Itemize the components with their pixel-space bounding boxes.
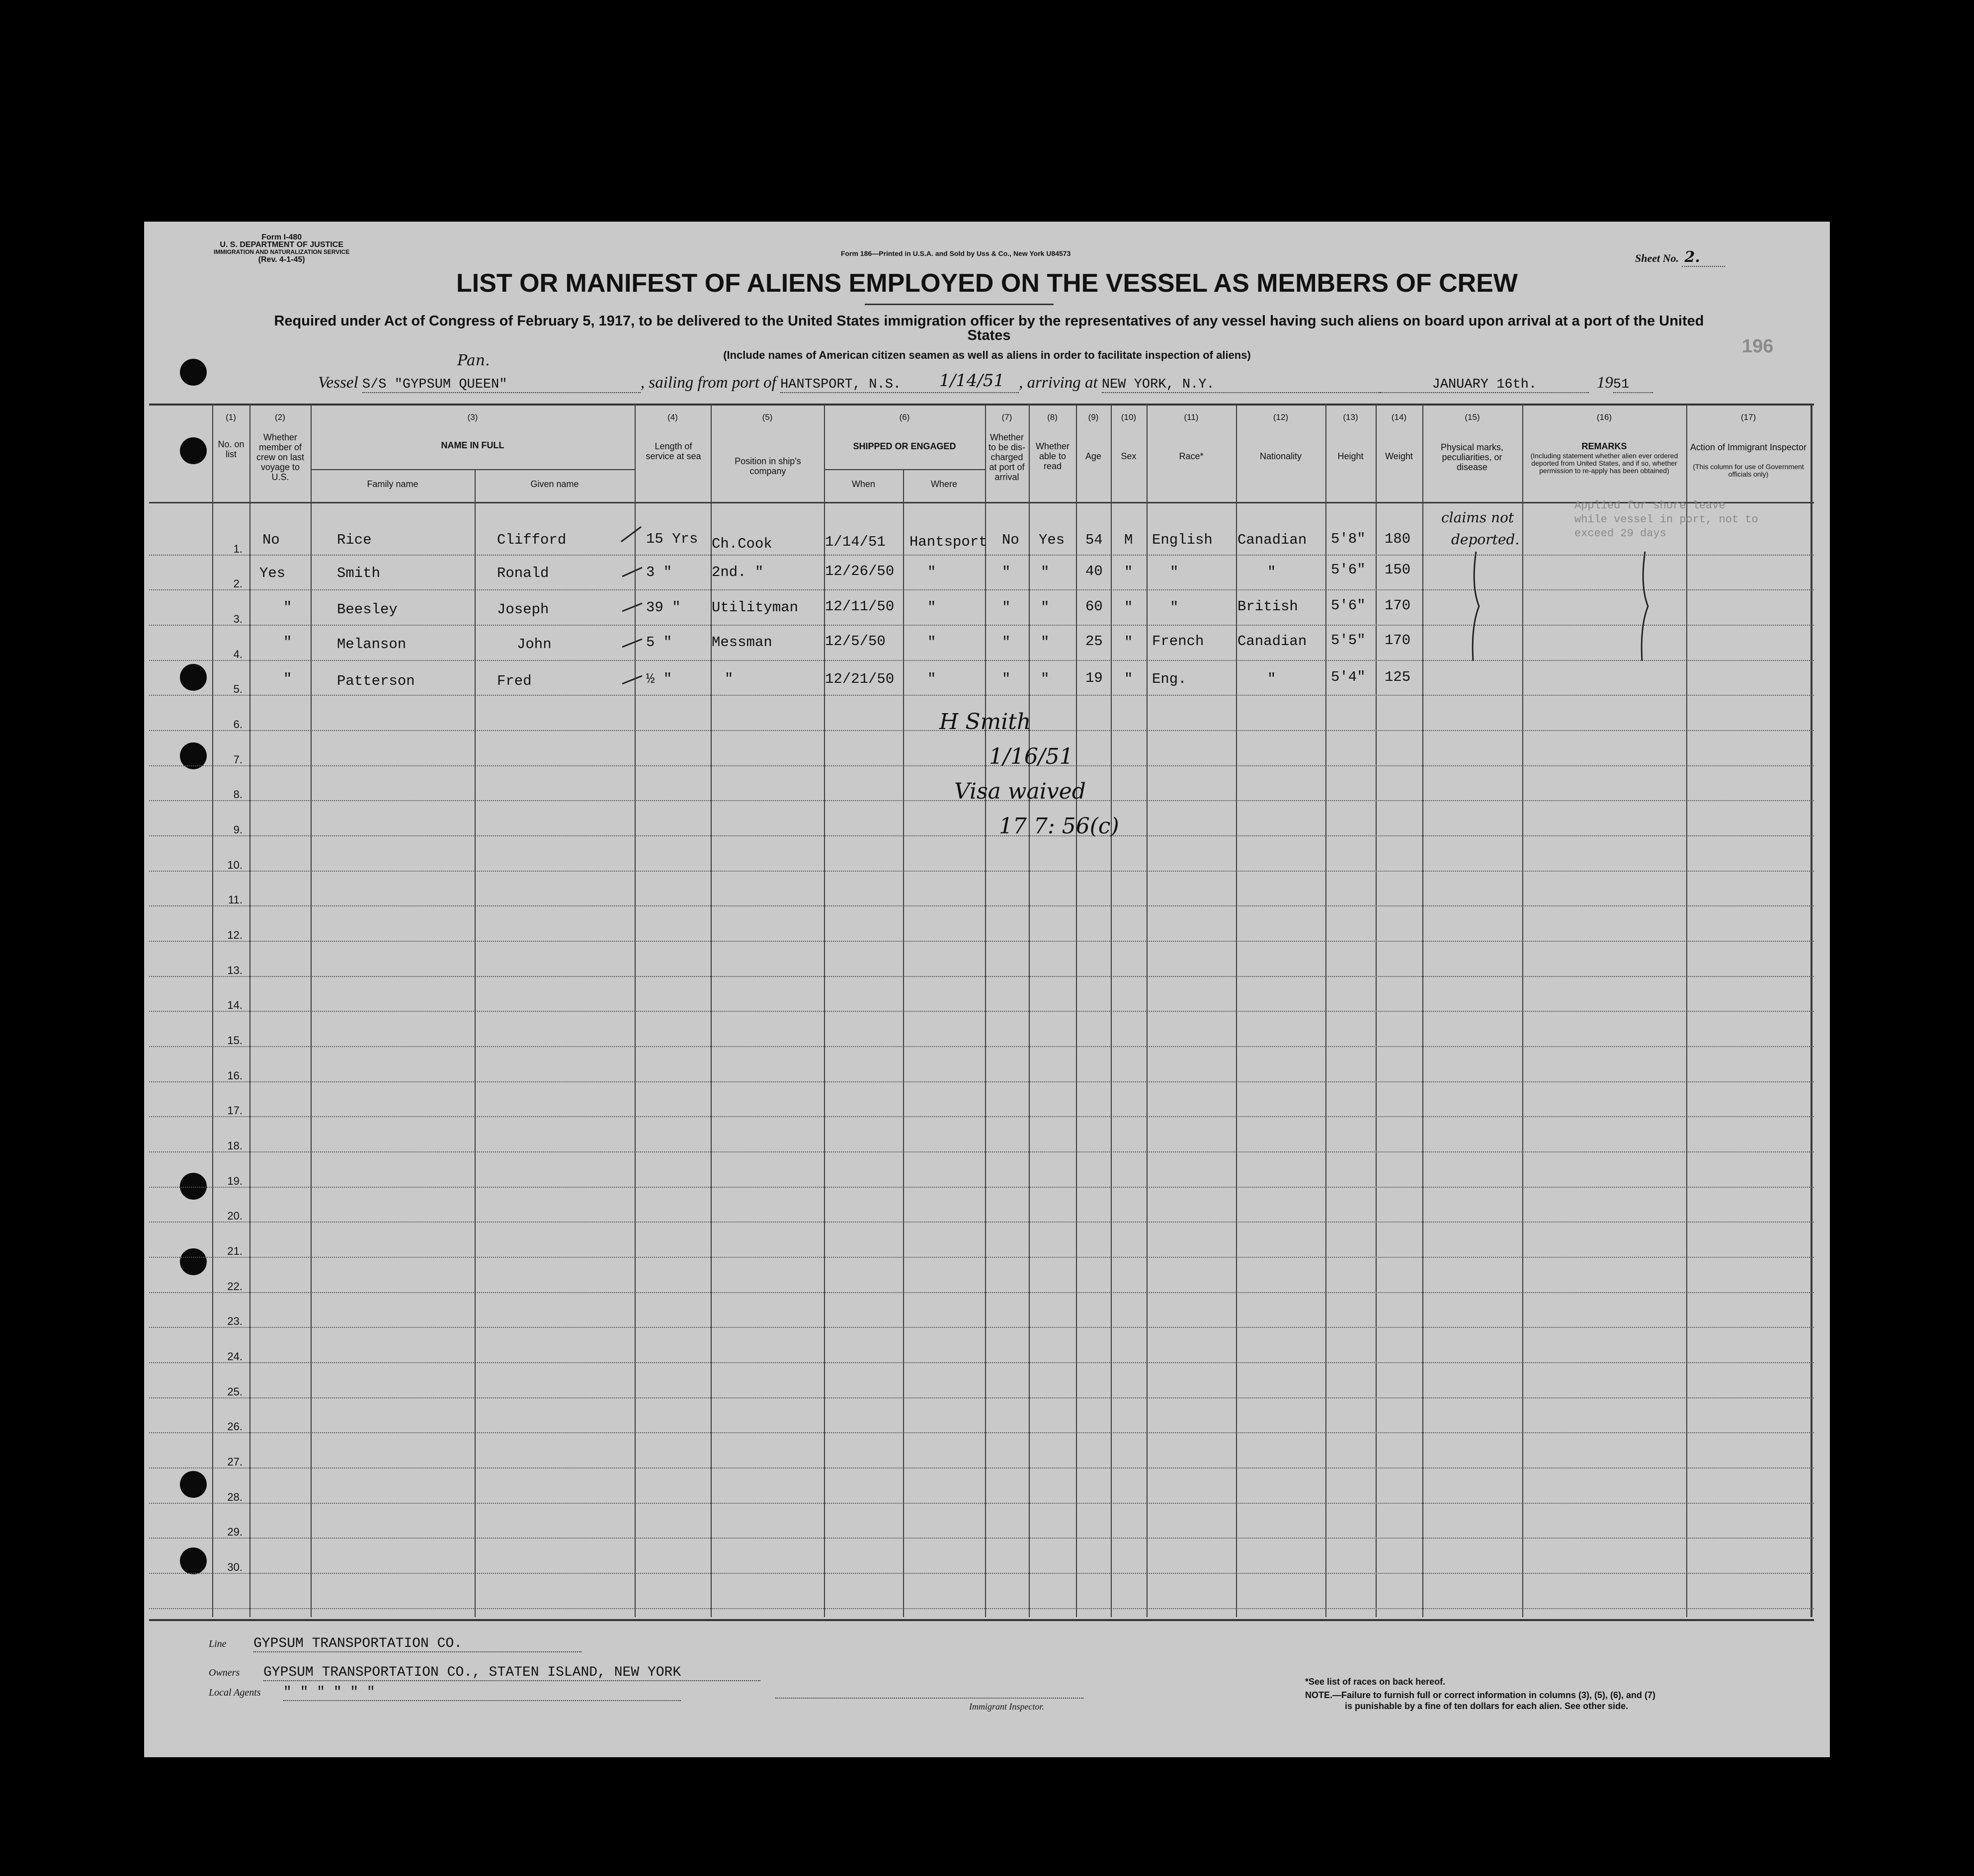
column-number: (14) [1391,412,1407,422]
remarks-line-2: while vessel in port, not to [1574,513,1758,526]
column-number: (1) [226,412,236,422]
cell-discharged: " [1002,634,1011,651]
brace-icon [1642,552,1648,661]
row-line [149,976,1814,977]
cell-length-service: 3 " [646,564,672,580]
agents-value: " " " " " " [283,1685,681,1701]
cell-length-service: 15 Yrs [646,531,698,547]
physical-marks-line-1: claims not [1441,509,1514,526]
brace-icon [1473,552,1479,661]
column-divider [1236,404,1237,1617]
cell-age: 40 [1085,563,1103,579]
check-mark-icon [622,568,642,576]
cell-race: " [1170,599,1179,616]
cell-where: " [927,599,936,616]
owners-label: Owners [209,1667,240,1678]
visa-code: 17 7: 56(c) [999,814,1119,839]
column-divider [311,404,312,1617]
cell-weight: 125 [1385,669,1411,685]
row-line [149,1573,1814,1574]
line-label: Line [209,1638,227,1649]
punch-hole [180,359,207,386]
cell-crew-last-voyage: Yes [259,565,286,581]
cell-sex: M [1124,532,1133,548]
cell-family-name: Rice [337,532,372,548]
cell-sex: " [1124,634,1133,651]
cell-height: 5'8" [1331,531,1366,547]
row-number: 12. [227,929,243,941]
cell-position: 2nd. " [712,564,764,580]
cell-read: " [1041,671,1050,687]
row-number: 22. [227,1280,243,1293]
column-number: (11) [1184,412,1199,422]
cell-length-service: 5 " [646,634,672,651]
inspector-signature-label: Immigrant Inspector. [969,1702,1044,1712]
subheader-line [311,469,635,470]
sailing-handwritten-date: 1/14/51 [939,371,1005,391]
header-discharged: Whether to be dis-charged at port of arrival [988,432,1026,482]
row-line [149,1362,1814,1363]
cell-race: Eng. [1152,671,1187,687]
cell-where: Hantsport [909,534,987,550]
row-number: 4. [233,648,243,660]
sailing-port: HANTSPORT, N.S. [780,377,1019,393]
header-nationality: Nationality [1259,451,1302,461]
subheader-line [824,469,985,470]
year-prefix: 19 [1596,374,1613,392]
cell-race: English [1152,532,1213,548]
column-number: (3) [467,412,478,422]
cell-position: Utilityman [712,599,799,616]
cell-when: 12/26/50 [825,563,895,579]
row-number: 25. [227,1386,243,1398]
cell-discharged: " [1002,671,1011,687]
cell-age: 19 [1085,670,1103,686]
cell-given-name: Joseph [497,601,549,618]
column-divider [1422,404,1423,1617]
column-number: (16) [1596,412,1612,422]
row-line [149,1608,1814,1609]
row-number: 18. [227,1140,243,1152]
column-divider [1076,404,1077,1617]
column-divider [1325,404,1326,1617]
vessel-handwritten-note: Pan. [457,352,490,369]
column-number: (13) [1343,412,1358,422]
printer-note: Form 186—Printed in U.S.A. and Sold by Uss & Co., New York U84573 [841,249,1071,257]
column-divider [475,469,476,1617]
header-when: When [851,479,876,489]
row-line [149,941,1814,942]
column-number: (12) [1273,412,1289,422]
remarks-line-1: Applied for shore leave [1574,499,1726,512]
cell-nationality: British [1237,598,1298,615]
arriving-label: , arriving at [1019,374,1102,392]
remarks-typed-faded [1574,499,1758,541]
row-line [149,1116,1814,1117]
row-line [149,1292,1814,1293]
row-number: 29. [227,1526,243,1538]
cell-weight: 180 [1385,531,1411,547]
column-divider [212,404,213,1617]
cell-crew-last-voyage: " [283,634,292,651]
cell-crew-last-voyage: " [283,599,292,616]
cell-when: 1/14/51 [825,534,886,550]
cell-length-service: ½ " [646,671,672,687]
owners-value: GYPSUM TRANSPORTATION CO., STATEN ISLAND, NEW YORK [263,1665,760,1681]
row-line [149,1011,1814,1012]
cell-crew-last-voyage: " [283,671,292,687]
row-line [149,1327,1814,1328]
row-number: 10. [227,859,243,871]
cell-given-name: Fred [497,673,532,689]
column-number: (2) [275,412,285,422]
row-number: 5. [233,683,243,695]
header-sex: Sex [1121,451,1137,461]
cell-discharged: No [1002,532,1019,548]
cell-where: " [927,671,936,687]
header-given-name: Given name [530,479,579,489]
cell-where: " [927,634,936,651]
header-position: Position in ship's company [735,456,801,476]
row-line [149,1081,1814,1082]
inspector-handnote [939,705,1119,844]
header-bottom-line [149,502,1814,503]
row-number: 21. [227,1245,243,1257]
cell-race: French [1152,633,1204,650]
cell-crew-last-voyage: No [262,532,280,548]
cell-when: 12/11/50 [825,598,895,615]
header-shipped-engaged: SHIPPED OR ENGAGED [853,441,956,451]
column-divider [903,469,904,1617]
row-number: 3. [233,613,243,625]
row-line [149,1151,1814,1152]
column-divider [1810,404,1812,1617]
line-value: GYPSUM TRANSPORTATION CO. [253,1636,581,1652]
check-mark-icon [622,603,642,611]
cell-sex: " [1124,671,1133,687]
cell-weight: 170 [1385,597,1411,614]
form-subtitle [258,314,1720,343]
column-number: (7) [1001,412,1012,422]
sailing-label: , sailing from port of [640,374,781,392]
penalty-note-line-1: NOTE.—Failure to furnish full or correct information in columns (3), (5), (6), and (7) [1305,1690,1656,1700]
header-height: Height [1337,451,1364,461]
form-title: LIST OR MANIFEST OF ALIENS EMPLOYED ON THE VESSEL AS MEMBERS OF CREW [456,269,1518,298]
row-number: 11. [228,894,243,906]
row-number: 16. [227,1069,243,1082]
subtitle-text: Required under Act of Congress of February 5, 1917, to be delivered to the United States immigration officer by the representatives of any vessel having such aliens on board upon arrival at a port of the United States [274,313,1704,343]
row-number: 14. [227,999,243,1011]
footer-line [209,1636,581,1652]
inspector-signature-line [775,1698,1083,1699]
remarks-line-3: exceed 29 days [1574,527,1666,540]
cell-when: 12/5/50 [825,633,886,650]
row-number: 28. [227,1491,243,1503]
cell-where: " [927,564,936,580]
row-line [149,1257,1814,1258]
cell-height: 5'4" [1331,669,1366,685]
vessel-name: S/S "GYPSUM QUEEN" [362,377,641,393]
row-line [149,1503,1814,1504]
cell-sex: " [1124,599,1133,616]
header-race: Race* [1179,451,1204,461]
column-number: (6) [899,412,910,422]
cell-age: 54 [1085,532,1103,548]
department: U. S. DEPARTMENT OF JUSTICE [220,241,343,249]
row-number: 27. [227,1456,243,1468]
cell-given-name: John [517,636,552,653]
cell-family-name: Melanson [337,636,407,653]
row-number: 24. [227,1350,243,1363]
header-action-inspector: Action of Immigrant Inspector [1690,442,1807,452]
header-crew-last-voyage: Whether member of crew on last voyage to U.S. [256,432,305,482]
column-divider [711,404,712,1617]
form-number: Form I-480 [261,233,302,242]
service: IMMIGRATION AND NATURALIZATION SERVICE [214,248,350,255]
header-where: Where [930,479,957,489]
header-length-of-service: Length of service at sea [646,441,701,461]
sheet-number-block [1635,248,1725,266]
cell-nationality: Canadian [1237,633,1307,650]
cell-nationality: " [1267,671,1276,687]
cell-weight: 150 [1385,562,1411,578]
cell-when: 12/21/50 [825,671,895,687]
vessel-label: Vessel [318,374,362,392]
stamp-number: 196 [1742,336,1774,357]
column-divider [249,404,250,1617]
row-number: 17. [227,1104,243,1117]
cell-height: 5'5" [1331,632,1366,649]
form-id-block [214,234,349,263]
column-divider [824,404,825,1617]
column-number: (5) [762,412,773,422]
column-number: (10) [1121,412,1137,422]
header-name-in-full: NAME IN FULL [441,440,504,450]
footer-penalty-note [1305,1690,1655,1712]
row-number: 15. [227,1034,243,1047]
cell-weight: 170 [1385,632,1411,649]
arrival-date: JANUARY 16th. [1380,377,1589,393]
row-number: 26. [227,1420,243,1433]
header-able-to-read: Whether able to read [1035,441,1070,471]
agents-label: Local Agents [209,1687,261,1698]
column-number: (15) [1465,412,1480,422]
column-number: (17) [1740,412,1756,422]
check-mark-icon [622,676,642,684]
cell-position: " [725,671,734,687]
row-line [149,1222,1814,1223]
cell-race: " [1170,564,1179,580]
cell-age: 25 [1085,633,1103,650]
check-mark-icon [622,639,642,647]
cell-given-name: Ronald [497,565,549,581]
cell-family-name: Beesley [337,601,398,618]
ditto-braces [1461,547,1660,671]
row-line [149,1046,1814,1047]
cell-read: Yes [1039,532,1065,548]
header-family-name: Family name [367,479,418,489]
sheet-label: Sheet No. [1635,252,1679,264]
footer-owners [209,1665,760,1681]
column-number: (8) [1047,412,1058,422]
column-divider [985,404,986,1617]
title-underline [865,304,1054,305]
cell-discharged: " [1002,599,1011,616]
cell-position: Messman [712,634,772,651]
row-line [149,871,1814,872]
cell-height: 5'6" [1331,562,1366,578]
cell-read: " [1041,634,1050,651]
column-number: (4) [667,412,678,422]
row-number: 23. [227,1315,243,1327]
cell-family-name: Patterson [337,673,415,689]
cell-family-name: Smith [337,565,381,581]
column-divider [1111,404,1112,1617]
row-number: 6. [233,718,243,731]
inspector-name: H Smith [939,709,1031,734]
header-physical-marks: Physical marks, peculiarities, or disease [1440,442,1504,472]
row-line [149,1538,1814,1539]
header-weight: Weight [1385,451,1413,461]
physical-marks-line-2: deported. [1451,531,1520,548]
column-divider [1376,404,1377,1617]
cell-position: Ch.Cook [712,536,772,552]
row-line [149,1187,1814,1188]
penalty-note-line-2: is punishable by a fine of ten dollars for each alien. See other side. [1345,1701,1629,1711]
footer-local-agents [209,1685,681,1701]
physical-marks-handnote [1441,507,1519,551]
year-suffix: 51 [1613,377,1653,393]
check-marks [611,512,671,696]
cell-height: 5'6" [1331,597,1366,614]
check-mark-icon [621,527,641,542]
row-number: 7. [233,753,243,766]
row-line [149,905,1814,906]
cell-read: " [1041,599,1050,616]
cell-nationality: " [1267,564,1276,580]
row-number: 2. [233,577,243,590]
cell-age: 60 [1085,598,1103,615]
header-action-inspector-note: (This column for use of Government officials only) [1693,463,1804,478]
header-remarks-note: (Including statement whether alien ever ordered deported from United States, and if so, whether permission to re-apply has been obtained) [1530,452,1678,475]
form-note: (Include names of American citizen seamen as well as aliens in order to facilitate inspection of aliens) [723,349,1251,361]
cell-length-service: 39 " [646,599,681,616]
visa-note: Visa waived [954,779,1086,804]
row-number: 8. [233,788,243,801]
header-age: Age [1085,451,1102,461]
cell-nationality: Canadian [1237,532,1307,548]
inspector-date: 1/16/51 [989,744,1073,769]
row-number: 1. [233,543,243,555]
cell-read: " [1041,564,1050,580]
header-no-on-list: No. on list [218,439,245,459]
row-line [149,1432,1814,1433]
sheet-value: 2. [1682,248,1725,267]
row-number: 19. [227,1175,243,1187]
cell-given-name: Clifford [497,532,567,548]
row-number: 13. [227,964,243,977]
row-line [149,1397,1814,1398]
arriving-port: NEW YORK, N.Y. [1102,377,1380,393]
column-divider [1147,404,1148,1617]
revision: (Rev. 4-1-45) [258,255,305,264]
footer-races-note: *See list of races on back hereof. [1305,1677,1446,1687]
header-remarks: REMARKS [1581,441,1627,451]
row-number: 20. [227,1210,243,1222]
row-line [149,695,1814,696]
row-number: 9. [233,823,243,836]
cell-discharged: " [1002,564,1011,580]
column-number: (9) [1088,412,1099,422]
column-divider [1029,404,1030,1617]
row-number: 30. [227,1561,243,1573]
column-divider [1686,404,1687,1617]
cell-sex: " [1124,564,1133,580]
